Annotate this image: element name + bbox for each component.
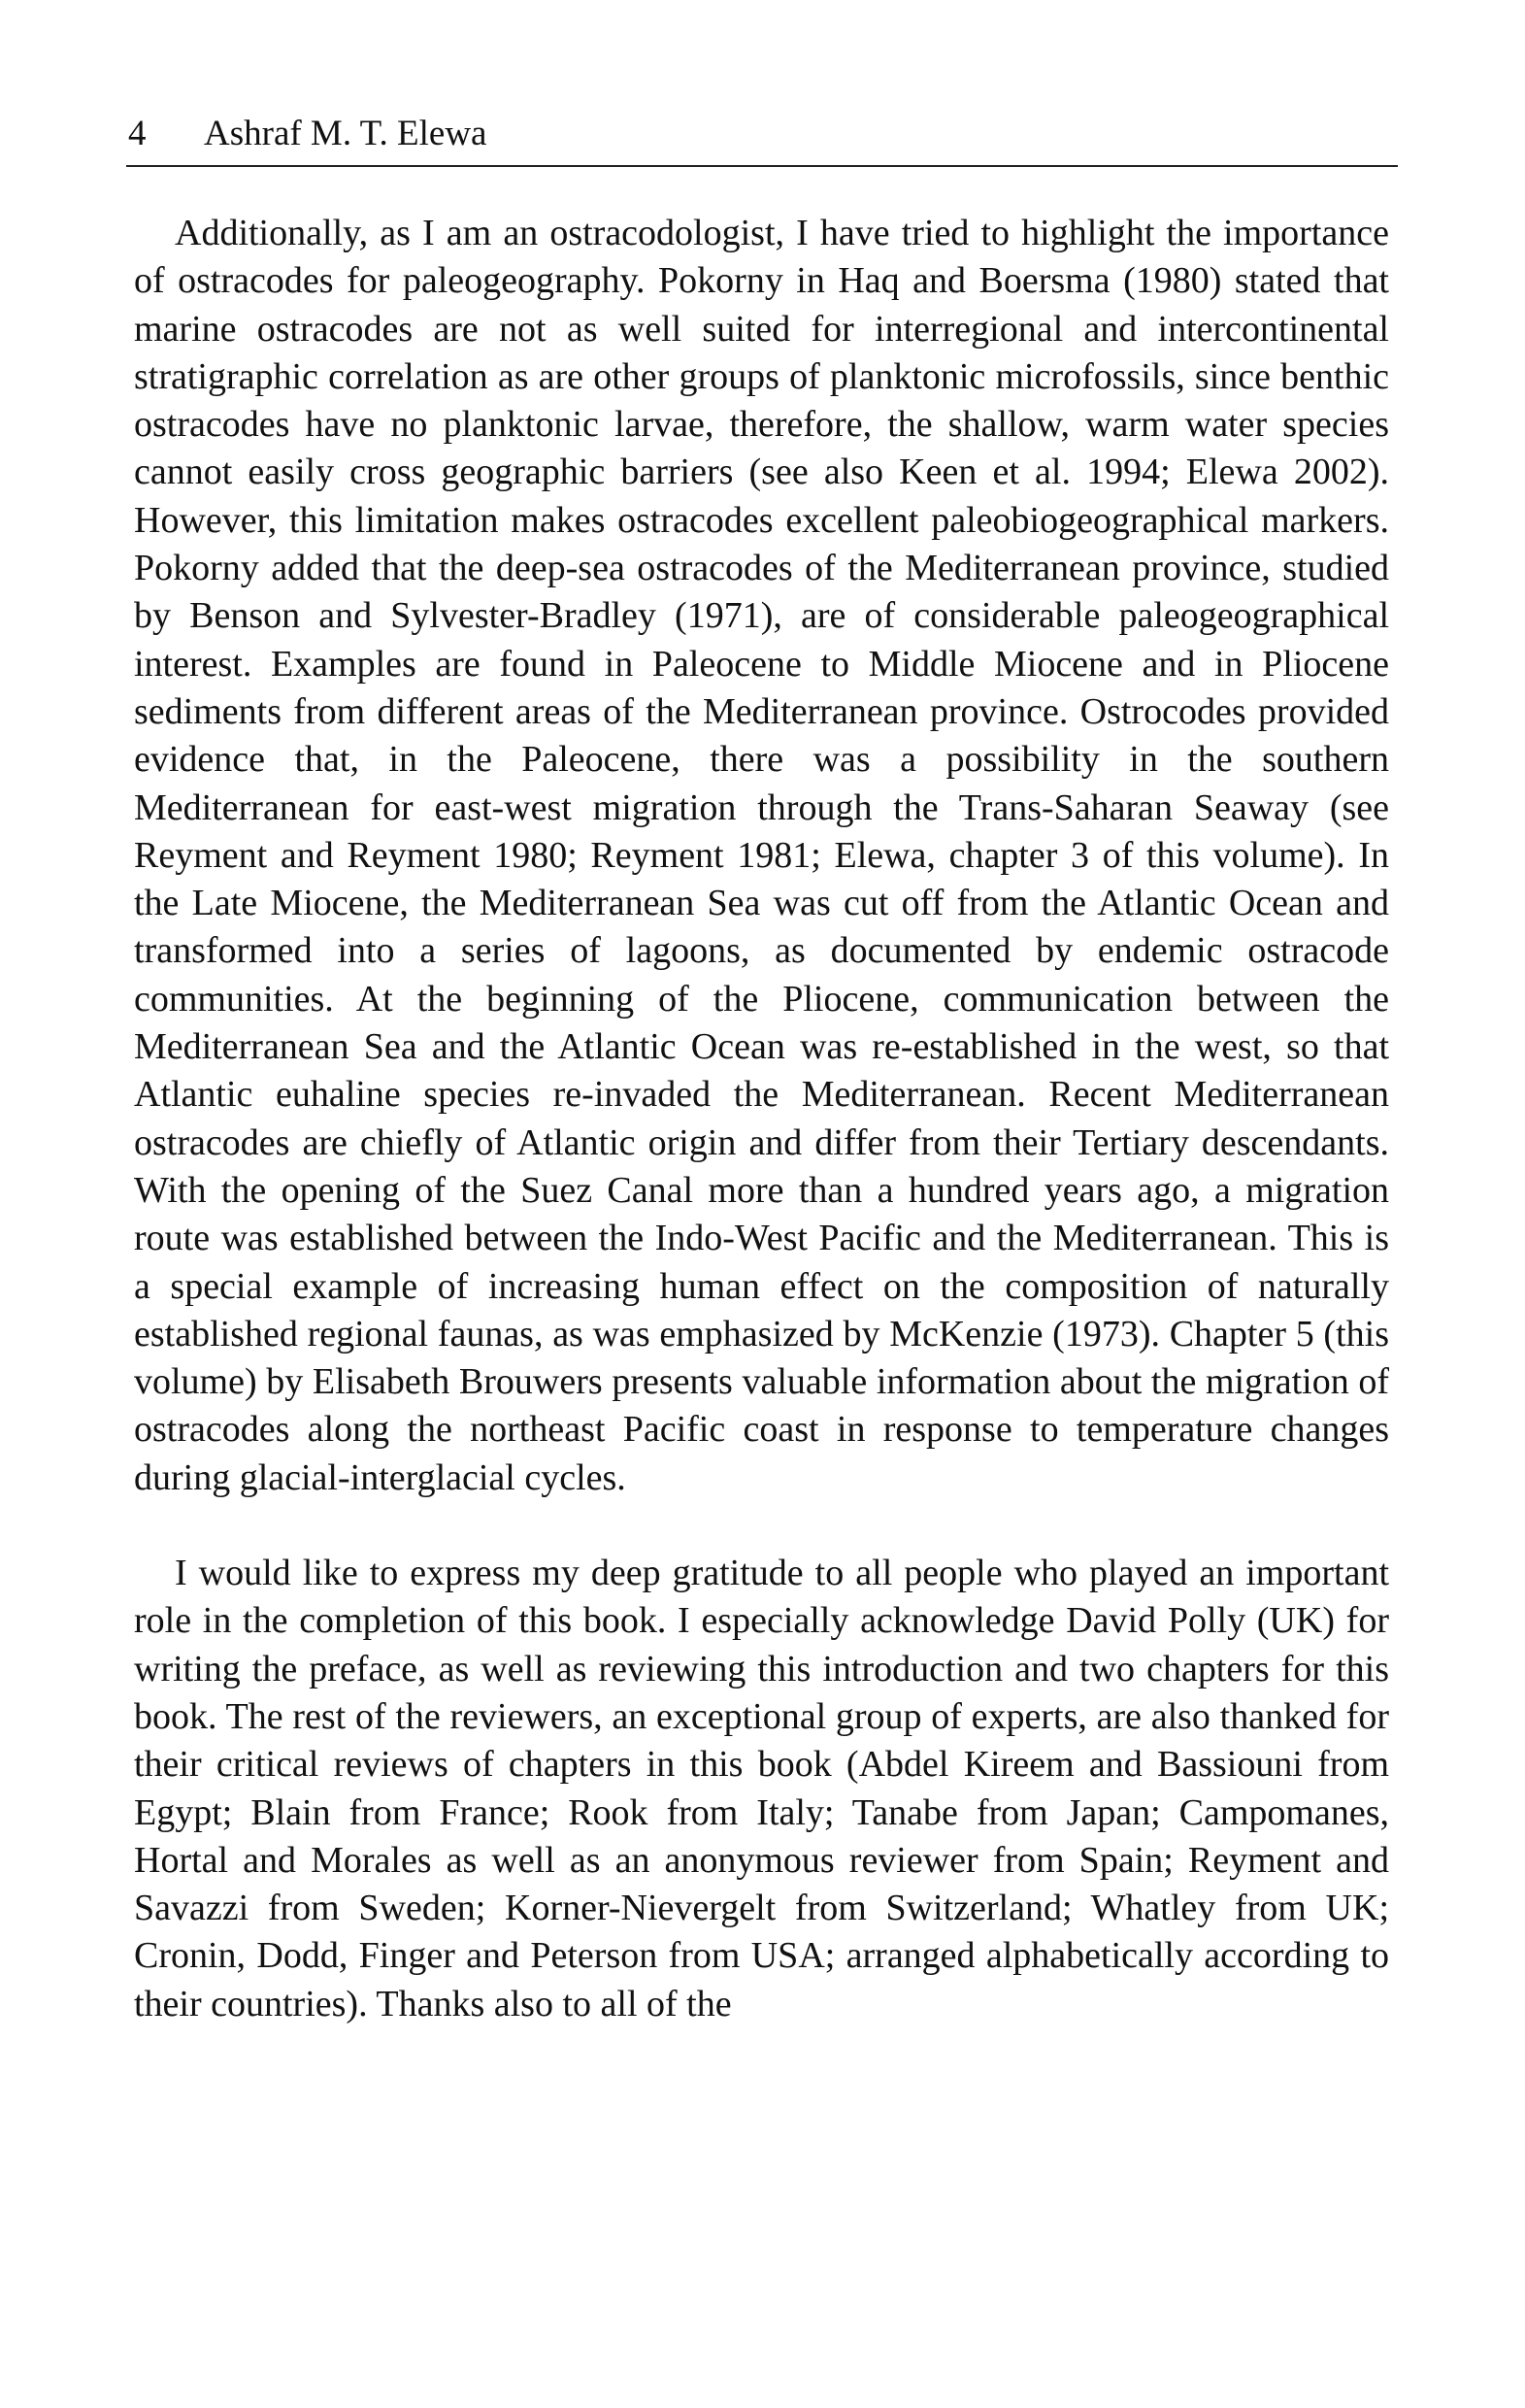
paragraph-acknowledgements: I would like to express my deep gratitude to all people who played an important role in the completion of this book. I especially acknowledge David Polly (UK) for writing the preface, as well as reviewing this introduction and two chapters for this book. The rest of the reviewers, an exceptional group of experts, are also thanked for their critical reviews of chapters in this book (Abdel Kireem and Bassiouni from Egypt; Blain from France; Rook from Italy; Tanabe from Japan; Campomanes, Hortal and Morales as well as an anonymous reviewer from Spain; Reyment and Savazzi from Sweden; Korner-Nievergelt from Switzerland; Whatley from UK; Cronin, Dodd, Finger and Peterson from USA; arranged alphabetically according to their countries). Thanks also to all of the (134, 1553, 1389, 2024)
header-rule (126, 165, 1398, 167)
paragraph-paleogeography: Additionally, as I am an ostracodologist, I have tried to highlight the importance of ostracodes for paleogeography. Pokorny in Haq and Boersma (1980) stated that marine ostracodes are not as well suited for interregional and intercontinental stratigraphic correlation as are other groups of planktonic microfossils, since benthic ostracodes have no planktonic larvae, therefore, the shallow, warm water species cannot easily cross geographic barriers (see also Keen et al. 1994; Elewa 2002). However, this limitation makes ostracodes excellent paleobiogeographical markers. Pokorny added that the deep-sea ostracodes of the Mediterranean province, studied by Benson and Sylvester-Bradley (1971), are of considerable paleogeographical interest. Examples are found in Paleocene to Middle Miocene and in Pliocene sediments from different areas of the Mediterranean province. Ostrocodes provided evidence that, in the Paleocene, there was a possibility in the southern Mediterranean for east-west migration through the Trans-Saharan Seaway (see Reyment and Reyment 1980; Reyment 1981; Elewa, chapter 3 of this volume). In the Late Miocene, the Mediterranean Sea was cut off from the Atlantic Ocean and transformed into a series of lagoons, as documented by endemic ostracode communities. At the beginning of the Pliocene, communication between the Mediterranean Sea and the Atlantic Ocean was re-established in the west, so that Atlantic euhaline species re-invaded the Mediterranean. Recent Mediterranean ostracodes are chiefly of Atlantic origin and differ from their Tertiary descendants. With the opening of the Suez Canal more than a hundred years ago, a migration route was established between the Indo-West Pacific and the Mediterranean. This is a special example of increasing human effect on the composition of naturally established regional faunas, as was emphasized by McKenzie (1973). Chapter 5 (this volume) by Elisabeth Brouwers presents valuable information about the migration of ostracodes along the northeast Pacific coast in response to temperature changes during glacial-interglacial cycles. (134, 213, 1389, 1498)
body-text (134, 210, 1389, 2028)
running-head (128, 105, 1396, 163)
page-number: 4 (128, 114, 147, 153)
running-title: Ashraf M. T. Elewa (204, 114, 487, 153)
